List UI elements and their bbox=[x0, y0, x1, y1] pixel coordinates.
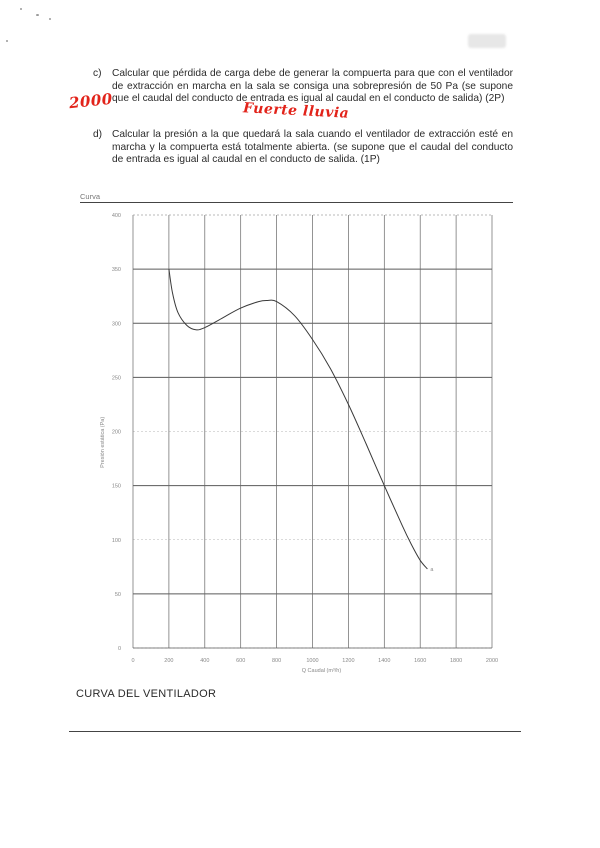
y-tick-label: 100 bbox=[111, 537, 121, 544]
x-tick-label: 1200 bbox=[342, 658, 355, 664]
x-tick-label: 1000 bbox=[306, 658, 319, 664]
y-tick-label: 250 bbox=[111, 375, 121, 382]
x-tick-label: 800 bbox=[272, 658, 282, 664]
question-d-label: d) bbox=[93, 129, 103, 140]
curve-label: Curva bbox=[80, 192, 101, 201]
x-tick-label: 1800 bbox=[449, 658, 463, 664]
handwritten-number: 2000 bbox=[68, 89, 114, 113]
chart-ticks bbox=[112, 213, 498, 664]
y-tick-label: 300 bbox=[111, 321, 121, 328]
x-tick-label: 400 bbox=[200, 658, 210, 664]
question-c-label: c) bbox=[93, 68, 102, 79]
x-tick-label: 200 bbox=[164, 658, 174, 664]
fan-curve-line bbox=[169, 269, 428, 569]
curve-end-label: a bbox=[430, 566, 434, 573]
y-tick-label: 200 bbox=[111, 429, 121, 436]
y-tick-label: 0 bbox=[117, 646, 121, 652]
handwritten-note: Fuerte lluvia bbox=[242, 100, 350, 122]
y-axis-label: Presión estática (Pa) bbox=[100, 416, 106, 468]
question-d-text: Calcular la presión a la que quedará la sala cuando el ventilador de extracción esté en marcha y la compuerta está totalmente abierta. (se supone que el caudal del conducto de entrada es igual al caudal en el conducto de salida. (1P) bbox=[112, 129, 513, 166]
x-tick-label: 1600 bbox=[414, 658, 427, 664]
fan-curve-caption: CURVA DEL VENTILADOR bbox=[76, 688, 217, 700]
question-c-text: Calcular que pérdida de carga debe de generar la compuerta para que con el ventilador de extracción en marcha en la sala se consiga una sobrepresión de 50 Pa (se supone que el caudal del conducto de entrada es igual al caudal en el conducto de salida) (2P) bbox=[112, 68, 513, 105]
x-tick-label: 1400 bbox=[378, 658, 391, 664]
chart-grid bbox=[133, 215, 492, 648]
y-tick-label: 350 bbox=[111, 267, 121, 274]
bottom-rule bbox=[69, 731, 521, 732]
x-tick-label: 2000 bbox=[485, 658, 499, 664]
y-tick-label: 150 bbox=[111, 483, 121, 490]
x-axis-label: Q Caudal (m³/h) bbox=[301, 668, 342, 674]
x-tick-label: 0 bbox=[131, 658, 135, 664]
y-tick-label: 50 bbox=[114, 591, 121, 598]
y-tick-label: 400 bbox=[111, 213, 121, 219]
x-tick-label: 600 bbox=[236, 658, 246, 664]
